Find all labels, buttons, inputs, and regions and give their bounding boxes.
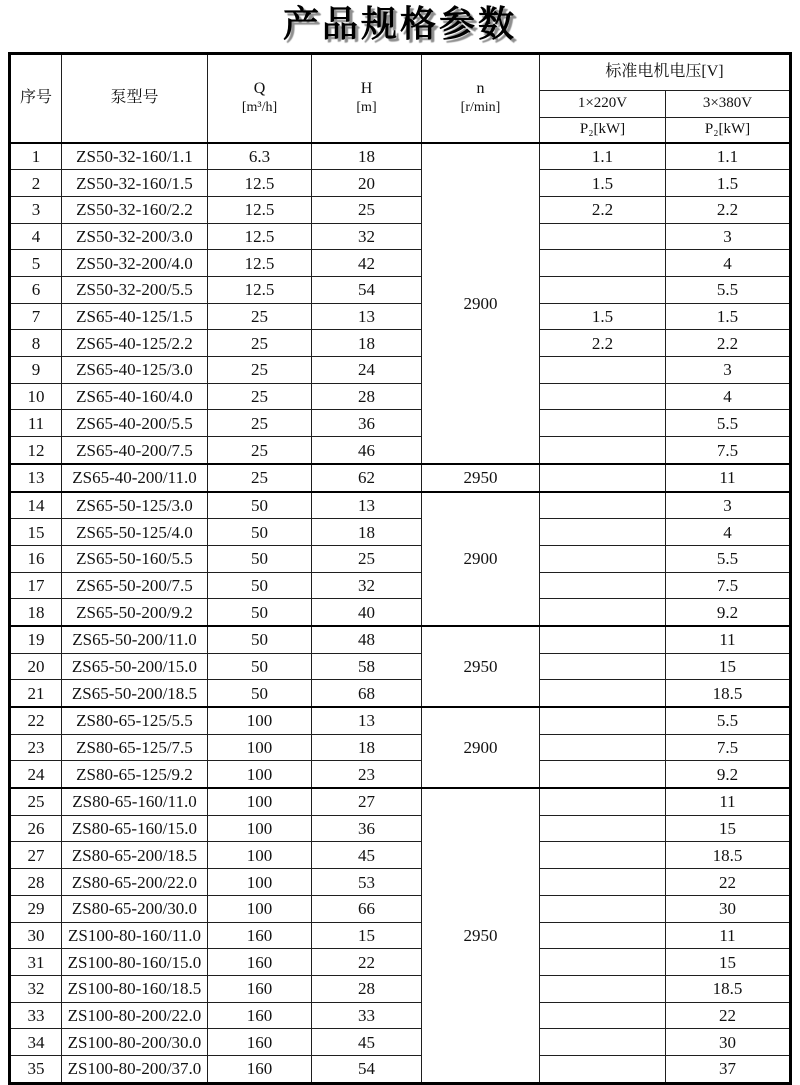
cell-head-h: 13 xyxy=(312,492,422,519)
cell-p2-380v: 7.5 xyxy=(666,572,791,599)
cell-model: ZS65-50-200/11.0 xyxy=(62,626,208,653)
cell-p2-220v xyxy=(540,788,666,815)
cell-serial: 5 xyxy=(10,250,62,277)
cell-p2-380v: 3 xyxy=(666,223,791,250)
table-row xyxy=(10,626,791,653)
table-row xyxy=(10,303,791,330)
cell-head-h: 45 xyxy=(312,842,422,869)
cell-p2-220v: 1.5 xyxy=(540,170,666,197)
cell-p2-220v xyxy=(540,1055,666,1083)
cell-model: ZS65-50-125/3.0 xyxy=(62,492,208,519)
cell-p2-380v: 37 xyxy=(666,1055,791,1083)
page-title: 产品规格参数 xyxy=(282,4,517,45)
table-row xyxy=(10,599,791,626)
cell-p2-220v xyxy=(540,410,666,437)
cell-model: ZS80-65-125/7.5 xyxy=(62,734,208,761)
cell-serial: 31 xyxy=(10,949,62,976)
cell-p2-380v: 18.5 xyxy=(666,842,791,869)
cell-model: ZS65-50-200/9.2 xyxy=(62,599,208,626)
cell-p2-380v: 9.2 xyxy=(666,599,791,626)
cell-p2-380v: 7.5 xyxy=(666,734,791,761)
cell-serial: 29 xyxy=(10,895,62,922)
cell-p2-220v xyxy=(540,545,666,572)
cell-p2-380v: 5.5 xyxy=(666,410,791,437)
header-h xyxy=(312,53,422,143)
cell-flow-q: 50 xyxy=(208,626,312,653)
cell-model: ZS50-32-160/1.1 xyxy=(62,143,208,170)
cell-model: ZS65-40-200/7.5 xyxy=(62,437,208,464)
header-v380: 3×380V xyxy=(666,90,791,117)
table-row xyxy=(10,815,791,842)
cell-flow-q: 100 xyxy=(208,707,312,734)
cell-head-h: 20 xyxy=(312,170,422,197)
cell-model: ZS50-32-200/4.0 xyxy=(62,250,208,277)
cell-model: ZS80-65-200/18.5 xyxy=(62,842,208,869)
cell-model: ZS80-65-160/15.0 xyxy=(62,815,208,842)
cell-p2-220v: 2.2 xyxy=(540,196,666,223)
cell-p2-220v xyxy=(540,815,666,842)
table-row xyxy=(10,842,791,869)
cell-p2-220v xyxy=(540,223,666,250)
cell-p2-380v: 4 xyxy=(666,383,791,410)
cell-model: ZS65-50-200/18.5 xyxy=(62,680,208,707)
header-p2-380: P₂[kW] xyxy=(666,117,791,143)
header-n xyxy=(422,53,540,143)
cell-p2-380v: 1.1 xyxy=(666,143,791,170)
cell-model: ZS80-65-160/11.0 xyxy=(62,788,208,815)
cell-flow-q: 12.5 xyxy=(208,250,312,277)
cell-p2-220v xyxy=(540,250,666,277)
cell-model: ZS80-65-125/9.2 xyxy=(62,761,208,788)
cell-p2-380v: 30 xyxy=(666,895,791,922)
table-row xyxy=(10,653,791,680)
cell-flow-q: 50 xyxy=(208,545,312,572)
cell-p2-380v: 9.2 xyxy=(666,761,791,788)
cell-flow-q: 12.5 xyxy=(208,223,312,250)
table-row xyxy=(10,250,791,277)
table-row xyxy=(10,895,791,922)
spec-table-header xyxy=(10,53,791,143)
header-q xyxy=(208,53,312,143)
cell-serial: 23 xyxy=(10,734,62,761)
cell-p2-220v: 2.2 xyxy=(540,330,666,357)
table-row xyxy=(10,410,791,437)
cell-model: ZS100-80-200/30.0 xyxy=(62,1029,208,1056)
table-row xyxy=(10,437,791,464)
table-row xyxy=(10,170,791,197)
cell-p2-220v xyxy=(540,383,666,410)
table-row xyxy=(10,1055,791,1083)
cell-head-h: 45 xyxy=(312,1029,422,1056)
cell-head-h: 18 xyxy=(312,519,422,546)
cell-serial: 15 xyxy=(10,519,62,546)
cell-flow-q: 12.5 xyxy=(208,170,312,197)
cell-model: ZS100-80-160/11.0 xyxy=(62,922,208,949)
cell-head-h: 22 xyxy=(312,949,422,976)
cell-model: ZS65-50-125/4.0 xyxy=(62,519,208,546)
cell-speed-n: 2900 xyxy=(422,143,540,464)
cell-flow-q: 160 xyxy=(208,1029,312,1056)
cell-p2-220v xyxy=(540,492,666,519)
table-row xyxy=(10,761,791,788)
cell-p2-220v xyxy=(540,277,666,304)
header-v220: 1×220V xyxy=(540,90,666,117)
cell-model: ZS65-40-200/5.5 xyxy=(62,410,208,437)
header-n-unit: [r/min] xyxy=(460,100,501,116)
cell-model: ZS100-80-200/37.0 xyxy=(62,1055,208,1083)
cell-head-h: 32 xyxy=(312,223,422,250)
cell-model: ZS80-65-200/22.0 xyxy=(62,869,208,896)
header-h-unit: [m] xyxy=(356,100,377,116)
cell-serial: 17 xyxy=(10,572,62,599)
cell-p2-220v xyxy=(540,599,666,626)
cell-flow-q: 100 xyxy=(208,761,312,788)
cell-serial: 27 xyxy=(10,842,62,869)
cell-p2-220v xyxy=(540,707,666,734)
table-row xyxy=(10,572,791,599)
cell-head-h: 23 xyxy=(312,761,422,788)
cell-model: ZS65-40-200/11.0 xyxy=(62,464,208,492)
cell-flow-q: 50 xyxy=(208,653,312,680)
cell-p2-220v xyxy=(540,869,666,896)
cell-flow-q: 160 xyxy=(208,975,312,1002)
cell-serial: 26 xyxy=(10,815,62,842)
table-row xyxy=(10,949,791,976)
cell-serial: 19 xyxy=(10,626,62,653)
cell-model: ZS50-32-160/2.2 xyxy=(62,196,208,223)
cell-p2-220v xyxy=(540,653,666,680)
header-q-symbol: Q xyxy=(253,80,266,98)
cell-serial: 35 xyxy=(10,1055,62,1083)
cell-serial: 21 xyxy=(10,680,62,707)
cell-head-h: 48 xyxy=(312,626,422,653)
table-row xyxy=(10,519,791,546)
cell-model: ZS65-50-200/7.5 xyxy=(62,572,208,599)
cell-model: ZS50-32-200/3.0 xyxy=(62,223,208,250)
cell-p2-380v: 15 xyxy=(666,949,791,976)
cell-flow-q: 50 xyxy=(208,680,312,707)
table-row xyxy=(10,196,791,223)
cell-model: ZS50-32-160/1.5 xyxy=(62,170,208,197)
cell-serial: 22 xyxy=(10,707,62,734)
cell-serial: 11 xyxy=(10,410,62,437)
cell-p2-380v: 22 xyxy=(666,1002,791,1029)
cell-p2-380v: 2.2 xyxy=(666,196,791,223)
header-q-unit: [m³/h] xyxy=(241,100,278,116)
cell-p2-380v: 22 xyxy=(666,869,791,896)
cell-serial: 1 xyxy=(10,143,62,170)
cell-flow-q: 12.5 xyxy=(208,196,312,223)
cell-p2-380v: 11 xyxy=(666,464,791,492)
cell-serial: 16 xyxy=(10,545,62,572)
cell-speed-n: 2950 xyxy=(422,788,540,1083)
cell-head-h: 46 xyxy=(312,437,422,464)
cell-serial: 33 xyxy=(10,1002,62,1029)
cell-model: ZS100-80-160/18.5 xyxy=(62,975,208,1002)
cell-p2-220v xyxy=(540,464,666,492)
cell-serial: 13 xyxy=(10,464,62,492)
cell-p2-380v: 30 xyxy=(666,1029,791,1056)
cell-serial: 6 xyxy=(10,277,62,304)
cell-head-h: 24 xyxy=(312,357,422,384)
cell-flow-q: 12.5 xyxy=(208,277,312,304)
cell-head-h: 66 xyxy=(312,895,422,922)
cell-head-h: 58 xyxy=(312,653,422,680)
cell-model: ZS100-80-160/15.0 xyxy=(62,949,208,976)
cell-serial: 18 xyxy=(10,599,62,626)
cell-serial: 8 xyxy=(10,330,62,357)
table-row xyxy=(10,680,791,707)
cell-p2-380v: 11 xyxy=(666,788,791,815)
header-n-symbol: n xyxy=(476,80,485,98)
table-row xyxy=(10,922,791,949)
cell-serial: 14 xyxy=(10,492,62,519)
cell-serial: 25 xyxy=(10,788,62,815)
table-row xyxy=(10,464,791,492)
table-row xyxy=(10,734,791,761)
cell-p2-380v: 18.5 xyxy=(666,680,791,707)
header-h-symbol: H xyxy=(360,80,373,98)
cell-head-h: 25 xyxy=(312,545,422,572)
cell-head-h: 25 xyxy=(312,196,422,223)
cell-p2-380v: 5.5 xyxy=(666,277,791,304)
cell-flow-q: 25 xyxy=(208,437,312,464)
table-row xyxy=(10,383,791,410)
cell-p2-380v: 3 xyxy=(666,357,791,384)
cell-serial: 20 xyxy=(10,653,62,680)
cell-p2-380v: 1.5 xyxy=(666,303,791,330)
cell-flow-q: 25 xyxy=(208,330,312,357)
cell-head-h: 27 xyxy=(312,788,422,815)
cell-flow-q: 50 xyxy=(208,519,312,546)
cell-flow-q: 100 xyxy=(208,734,312,761)
cell-head-h: 18 xyxy=(312,143,422,170)
cell-model: ZS65-40-125/2.2 xyxy=(62,330,208,357)
cell-p2-380v: 11 xyxy=(666,626,791,653)
cell-p2-380v: 4 xyxy=(666,250,791,277)
cell-p2-220v xyxy=(540,895,666,922)
cell-p2-380v: 2.2 xyxy=(666,330,791,357)
cell-flow-q: 160 xyxy=(208,949,312,976)
cell-head-h: 18 xyxy=(312,330,422,357)
cell-head-h: 15 xyxy=(312,922,422,949)
cell-flow-q: 160 xyxy=(208,922,312,949)
cell-flow-q: 25 xyxy=(208,303,312,330)
cell-flow-q: 100 xyxy=(208,869,312,896)
cell-p2-220v xyxy=(540,761,666,788)
cell-head-h: 18 xyxy=(312,734,422,761)
cell-flow-q: 25 xyxy=(208,464,312,492)
cell-p2-220v xyxy=(540,437,666,464)
cell-head-h: 42 xyxy=(312,250,422,277)
cell-serial: 28 xyxy=(10,869,62,896)
cell-model: ZS50-32-200/5.5 xyxy=(62,277,208,304)
header-model: 泵型号 xyxy=(62,53,208,143)
cell-flow-q: 100 xyxy=(208,815,312,842)
cell-model: ZS80-65-125/5.5 xyxy=(62,707,208,734)
cell-serial: 2 xyxy=(10,170,62,197)
cell-p2-220v xyxy=(540,1002,666,1029)
cell-flow-q: 160 xyxy=(208,1055,312,1083)
cell-p2-380v: 4 xyxy=(666,519,791,546)
cell-flow-q: 50 xyxy=(208,572,312,599)
cell-model: ZS65-40-125/1.5 xyxy=(62,303,208,330)
cell-p2-380v: 15 xyxy=(666,815,791,842)
cell-model: ZS65-50-160/5.5 xyxy=(62,545,208,572)
cell-p2-220v xyxy=(540,626,666,653)
cell-serial: 3 xyxy=(10,196,62,223)
cell-serial: 4 xyxy=(10,223,62,250)
cell-p2-220v xyxy=(540,842,666,869)
cell-head-h: 62 xyxy=(312,464,422,492)
cell-serial: 12 xyxy=(10,437,62,464)
cell-p2-380v: 5.5 xyxy=(666,707,791,734)
header-voltage-group: 标准电机电压[V] xyxy=(540,53,791,90)
cell-p2-220v: 1.1 xyxy=(540,143,666,170)
table-row xyxy=(10,330,791,357)
cell-p2-220v xyxy=(540,975,666,1002)
cell-head-h: 54 xyxy=(312,1055,422,1083)
cell-flow-q: 50 xyxy=(208,599,312,626)
cell-head-h: 28 xyxy=(312,383,422,410)
cell-flow-q: 100 xyxy=(208,788,312,815)
cell-head-h: 36 xyxy=(312,410,422,437)
cell-serial: 10 xyxy=(10,383,62,410)
spec-table-body xyxy=(10,143,791,1084)
cell-p2-380v: 3 xyxy=(666,492,791,519)
cell-p2-220v xyxy=(540,1029,666,1056)
table-row xyxy=(10,492,791,519)
cell-serial: 30 xyxy=(10,922,62,949)
spec-table xyxy=(8,52,792,1085)
cell-p2-220v xyxy=(540,922,666,949)
cell-serial: 7 xyxy=(10,303,62,330)
cell-p2-220v xyxy=(540,519,666,546)
cell-serial: 34 xyxy=(10,1029,62,1056)
cell-p2-380v: 18.5 xyxy=(666,975,791,1002)
cell-flow-q: 25 xyxy=(208,357,312,384)
table-row xyxy=(10,545,791,572)
cell-serial: 24 xyxy=(10,761,62,788)
cell-speed-n: 2900 xyxy=(422,492,540,626)
cell-head-h: 40 xyxy=(312,599,422,626)
cell-model: ZS80-65-200/30.0 xyxy=(62,895,208,922)
cell-flow-q: 25 xyxy=(208,410,312,437)
cell-head-h: 13 xyxy=(312,707,422,734)
cell-p2-220v: 1.5 xyxy=(540,303,666,330)
cell-serial: 9 xyxy=(10,357,62,384)
cell-serial: 32 xyxy=(10,975,62,1002)
cell-model: ZS65-50-200/15.0 xyxy=(62,653,208,680)
cell-speed-n: 2900 xyxy=(422,707,540,788)
cell-flow-q: 160 xyxy=(208,1002,312,1029)
cell-p2-220v xyxy=(540,357,666,384)
table-row xyxy=(10,869,791,896)
cell-head-h: 54 xyxy=(312,277,422,304)
cell-p2-220v xyxy=(540,949,666,976)
cell-p2-220v xyxy=(540,734,666,761)
table-row xyxy=(10,707,791,734)
table-row xyxy=(10,788,791,815)
cell-head-h: 13 xyxy=(312,303,422,330)
cell-p2-380v: 5.5 xyxy=(666,545,791,572)
table-row xyxy=(10,1002,791,1029)
table-row xyxy=(10,277,791,304)
table-row xyxy=(10,1029,791,1056)
cell-p2-380v: 7.5 xyxy=(666,437,791,464)
cell-flow-q: 50 xyxy=(208,492,312,519)
cell-model: ZS65-40-160/4.0 xyxy=(62,383,208,410)
cell-speed-n: 2950 xyxy=(422,626,540,707)
cell-flow-q: 100 xyxy=(208,842,312,869)
cell-p2-380v: 1.5 xyxy=(666,170,791,197)
cell-p2-220v xyxy=(540,680,666,707)
table-row xyxy=(10,975,791,1002)
header-serial: 序号 xyxy=(10,53,62,143)
cell-p2-220v xyxy=(540,572,666,599)
cell-flow-q: 100 xyxy=(208,895,312,922)
header-row-top xyxy=(10,53,791,90)
table-row xyxy=(10,223,791,250)
cell-head-h: 68 xyxy=(312,680,422,707)
cell-p2-380v: 11 xyxy=(666,922,791,949)
cell-flow-q: 25 xyxy=(208,383,312,410)
cell-speed-n: 2950 xyxy=(422,464,540,492)
cell-flow-q: 6.3 xyxy=(208,143,312,170)
cell-model: ZS65-40-125/3.0 xyxy=(62,357,208,384)
cell-head-h: 32 xyxy=(312,572,422,599)
table-row xyxy=(10,357,791,384)
header-p2-220: P₂[kW] xyxy=(540,117,666,143)
cell-p2-380v: 15 xyxy=(666,653,791,680)
cell-model: ZS100-80-200/22.0 xyxy=(62,1002,208,1029)
cell-head-h: 36 xyxy=(312,815,422,842)
table-row xyxy=(10,143,791,170)
cell-head-h: 53 xyxy=(312,869,422,896)
cell-head-h: 33 xyxy=(312,1002,422,1029)
cell-head-h: 28 xyxy=(312,975,422,1002)
